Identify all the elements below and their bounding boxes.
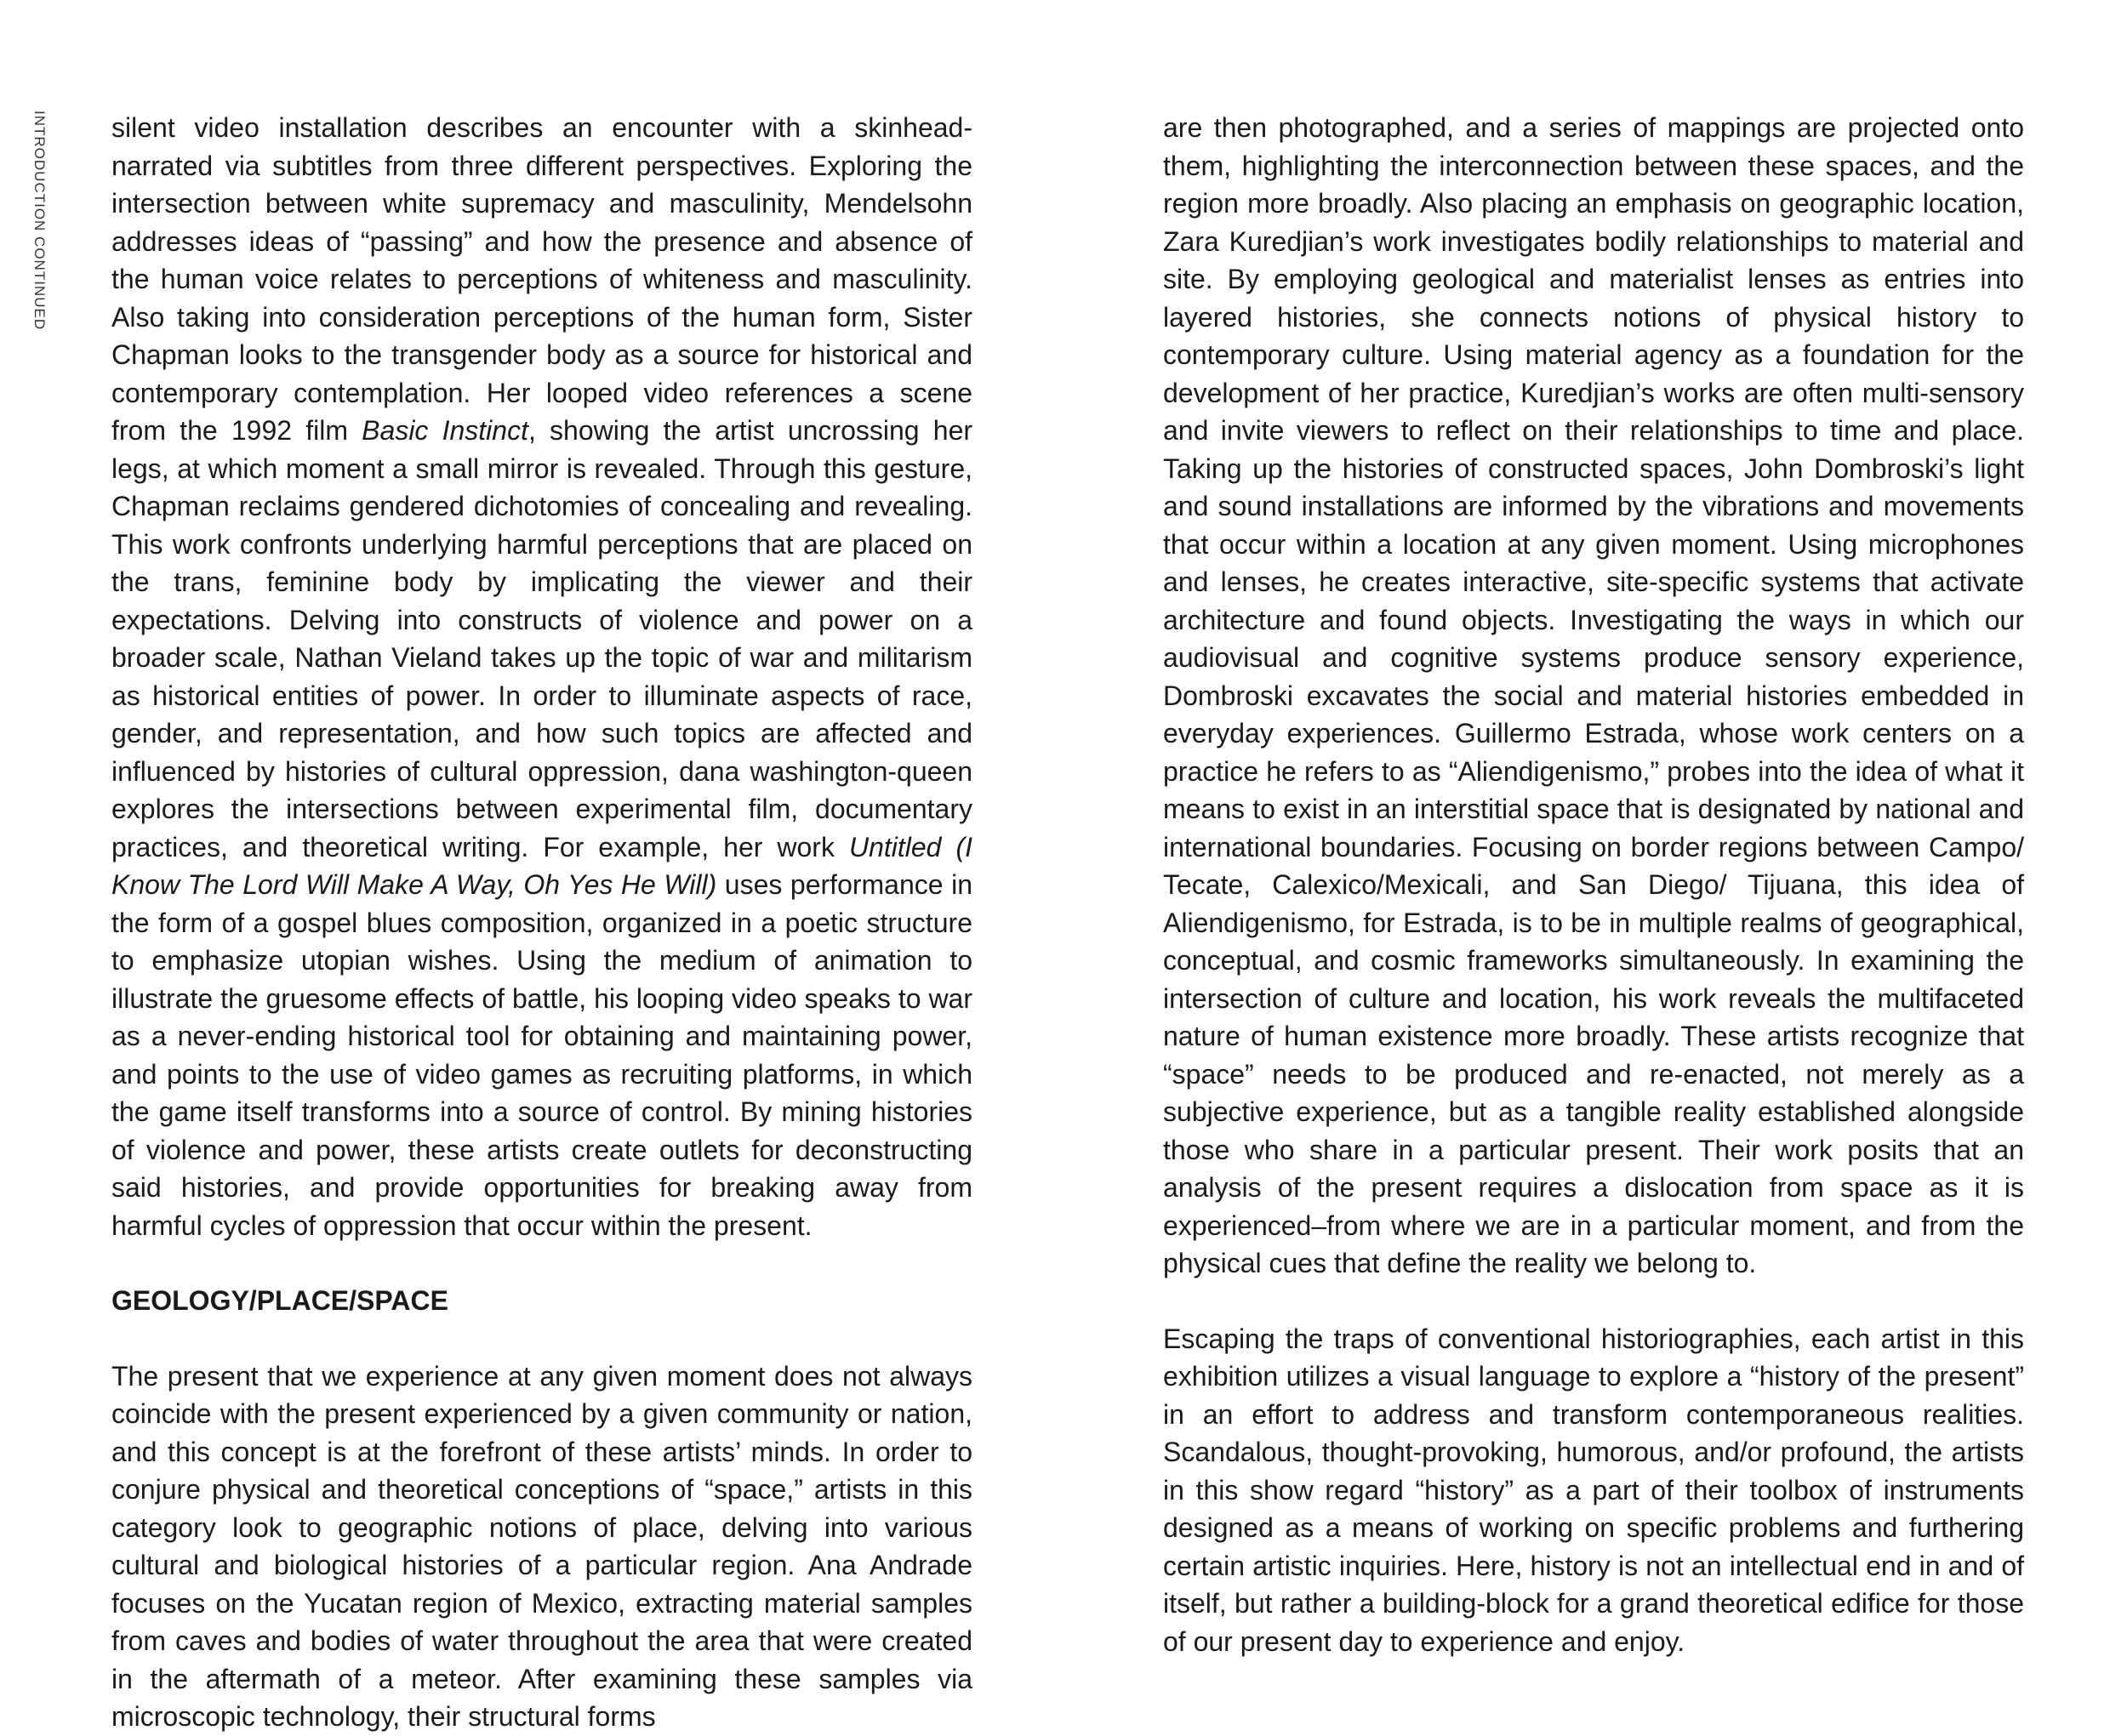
text-run: silent video installation describes an encounter with a skinhead-narrated via subtitles from three different perspectives. Exploring the intersection between white supremacy and masculinity, Mendelsohn addresses ideas of “passing” and how the presence and absence of the human voice relates to perceptions of whiteness and masculinity. Also taking into consideration perceptions of the human form, Sister Chapman looks to the transgender body as a source for historical and contemporary contemplation. Her looped video references a scene from the 1992 film	[111, 112, 972, 446]
running-header: INTRODUCTION CONTINUED	[31, 111, 48, 331]
right-column	[1163, 109, 2024, 1660]
artwork-title: Untitled (I Know The Lord Will Make A Way, Oh Yes He Will)	[111, 831, 973, 900]
text-run: uses performance in the form of a gospel blues composition, organized in a poetic structure to emphasize utopian wishes. Using the medium of animation to illustrate the gruesome effects of battle, his looping video speaks to war as a never-ending historical tool for obtaining and maintaining power, and points to the use of video games as recruiting platforms, in which the game itself transforms into a source of control. By mining histories of violence and power, these artists create outlets for deconstructing said histories, and provide opportunities for breaking away from harmful cycles of oppression that occur within the present.	[111, 869, 973, 1241]
right-paragraph-2: Escaping the traps of conventional historiographies, each artist in this exhibition utilizes a visual language to explore a “history of the present” in an effort to address and transform contemporaneous realities. Scandalous, thought-provoking, humorous, and/or profound, the artists in this show regard “history” as a part of their toolbox of instruments designed as a means of working on specific problems and furthering certain artistic inquiries. Here, history is not an intellectual end in and of itself, but rather a building-block for a grand theoretical edifice for those of our present day to experience and enjoy.	[1163, 1323, 2024, 1657]
left-paragraph-2: The present that we experience at any given moment does not always coincide with the present experienced by a given community or nation, and this concept is at the forefront of these artists’ minds. In order to conjure physical and theoretical conceptions of “space,” artists in this category look to geographic notions of place, delving into various cultural and biological histories of a particular region. Ana Andrade focuses on the Yucatan region of Mexico, extracting material samples from caves and bodies of water throughout the area that were created in the aftermath of a meteor. After examining these samples via microscopic technology, their structural forms	[111, 1360, 972, 1732]
left-paragraph-1	[111, 109, 972, 1244]
left-column	[111, 109, 972, 1736]
section-heading: GEOLOGY/PLACE/SPACE	[111, 1285, 448, 1316]
film-title: Basic Instinct	[362, 415, 528, 446]
text-run: , showing the artist uncrossing her legs, at which moment a small mirror is revealed. Through this gesture, Chapman reclaims gendered dichotomies of concealing and revealing. This work confronts underlying harmful perceptions that are placed on the trans, feminine body by implicating the viewer and their expectations. Delving into constructs of violence and power on a broader scale, Nathan Vieland takes up the topic of war and militarism as historical entities of power. In order to illuminate aspects of race, gender, and representation, and how such topics are affected and influenced by histories of cultural oppression, dana washington-queen explores the intersections between experimental film, documentary practices, and theoretical writing. For example, her work	[111, 415, 973, 862]
right-paragraph-1: are then photographed, and a series of mappings are projected onto them, highlighting the interconnection between these spaces, and the region more broadly. Also placing an emphasis on geographic location, Zara Kuredjian’s work investigates bodily relationships to material and site. By employing geological and materialist lenses as entries into layered histories, she connects notions of physical history to contemporary culture. Using material agency as a foundation for the development of her practice, Kuredjian’s works are often multi-sensory and invite viewers to reflect on their relationships to time and place. Taking up the histories of constructed spaces, John Dombroski’s light and sound installations are informed by the vibrations and movements that occur within a location at any given moment. Using microphones and lenses, he creates interactive, site-specific systems that activate architecture and found objects. Investigating the ways in which our audiovisual and cognitive systems produce sensory experience, Dombroski excavates the social and material histories embedded in everyday experiences. Guillermo Estrada, whose work centers on a practice he refers to as “Aliendigenismo,” probes into the idea of what it means to exist in an interstitial space that is designated by national and international boundaries. Focusing on border regions between Campo/ Tecate, Calexico/Mexicali, and San Diego/ Tijuana, this idea of Aliendigenismo, for Estrada, is to be in multiple realms of geographical, conceptual, and cosmic frameworks simultaneously. In examining the intersection of culture and location, his work reveals the multifaceted nature of human existence more broadly. These artists recognize that “space” needs to be produced and re-enacted, not merely as a subjective experience, but as a tangible reality established alongside those who share in a particular present. Their work posits that an analysis of the present requires a dislocation from space as it is experienced–from where we are in a particular moment, and from the physical cues that define the reality we belong to.	[1163, 112, 2024, 1278]
